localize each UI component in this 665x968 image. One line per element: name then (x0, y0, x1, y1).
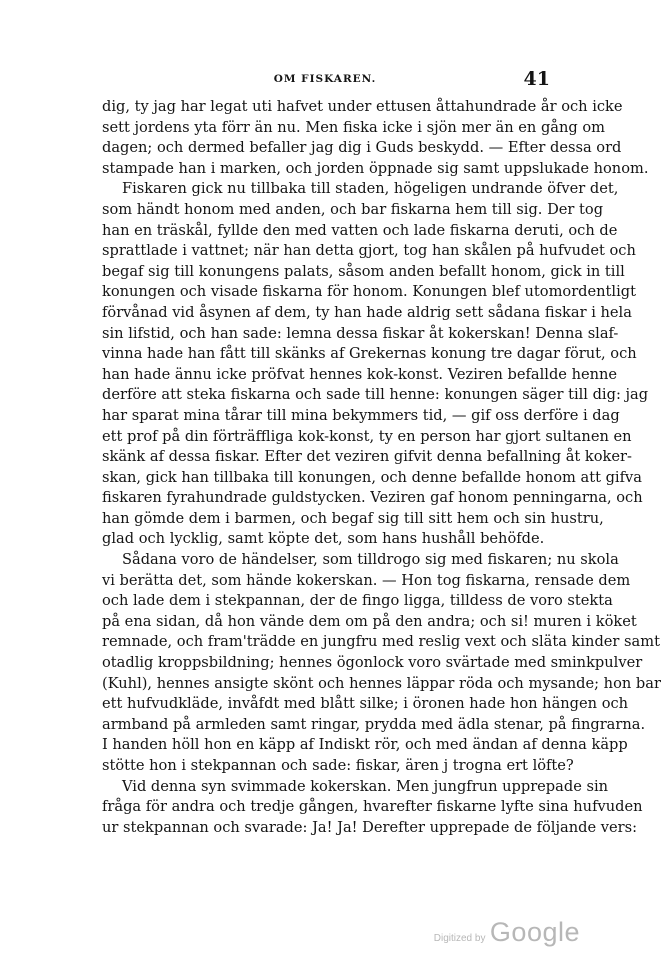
text-line: begaf sig till konungens palats, såsom anden befallt honom, gick in till (102, 262, 625, 280)
text-line: (Kuhl), hennes ansigte skönt och hennes läppar röda och mysande; hon bar (102, 674, 661, 692)
page-number: 41 (523, 68, 550, 90)
text-line: remnade, och fram'trädde en jungfru med reslig vext och släta kinder samt (102, 633, 660, 651)
text-line: otadlig kroppsbildning; hennes ögonlock voro svärtade med sminkpulver (102, 654, 643, 672)
text-line: förvånad vid åsynen af dem, ty han hade aldrig sett sådana fiskar i hela (102, 303, 632, 321)
page-header (100, 70, 550, 92)
text-line: vi berätta det, som hände kokerskan. — Hon tog fiskarna, rensade dem (102, 571, 631, 589)
text-line: sett jordens yta förr än nu. Men fiska icke i sjön mer än en gång om (102, 118, 606, 136)
text-line: ett hufvudkläde, invåfdt med blått silke; i öronen hade hon hängen och (102, 695, 629, 713)
text-line: vinna hade han fått till skänks af Grekernas konung tre dagar förut, och (102, 345, 637, 363)
text-line: skan, gick han tillbaka till konungen, och denne befallde honom att gifva (102, 468, 642, 486)
digitized-by-label: Digitized by (433, 933, 486, 944)
text-line: han en träskål, fyllde den med vatten och lade fiskarna deruti, och de (102, 221, 618, 239)
text-line: fiskaren fyrahundrade guldstycken. Veziren gaf honom penningarna, och (102, 489, 643, 507)
text-line: skänk af dessa fiskar. Efter det veziren gifvit denna befallning åt koker- (102, 448, 632, 466)
text-line: glad och lycklig, samt köpte det, som hans hushåll behöfde. (102, 530, 545, 548)
text-line: han hade ännu icke pröfvat hennes kok-konst. Veziren befallde henne (102, 365, 618, 383)
text-line: ett prof på din förträffliga kok-konst, ty en person har gjort sultanen en (102, 427, 632, 445)
text-line: sin lifstid, och han sade: lemna dessa fiskar åt kokerskan! Denna slaf- (102, 324, 619, 342)
text-line: dagen; och dermed befaller jag dig i Guds beskydd. — Efter dessa ord (102, 139, 622, 157)
text-line: fråga för andra och tredje gången, hvarefter fiskarne lyfte sina hufvuden (102, 798, 643, 816)
body-text (102, 97, 661, 838)
text-line: stampade han i marken, och jorden öppnade sig samt uppslukade honom. (102, 159, 649, 177)
text-line: på ena sidan, då hon vände dem om på den andra; och si! muren i köket (102, 612, 637, 630)
google-logo: Google (489, 917, 580, 947)
text-line: har sparat mina tårar till mina bekymmers tid, — gif oss derföre i dag (102, 406, 620, 424)
text-line: sprattlade i vattnet; när han detta gjort, tog han skålen på hufvudet och (102, 242, 636, 260)
text-line: I handen höll hon en käpp af Indiskt rör, och med ändan af denna käpp (102, 736, 628, 754)
text-line: som händt honom med anden, och bar fiskarna hem till sig. Der tog (102, 200, 604, 218)
text-line: Sådana voro de händelser, som tilldrogo sig med fiskaren; nu skola (122, 551, 619, 569)
running-head: OM FISKAREN. (273, 73, 377, 85)
google-watermark (434, 917, 580, 948)
text-line: stötte hon i stekpannan och sade: fiskar, ären j trogna ert löfte? (102, 757, 574, 774)
text-line: konungen och visade fiskarna för honom. Konungen blef utomordentligt (102, 283, 636, 301)
text-line: armband på armleden samt ringar, prydda med ädla stenar, på fingrarna. (102, 715, 646, 733)
text-line: derföre att steka fiskarna och sade till henne: konungen säger till dig: jag (102, 386, 649, 404)
text-line: Fiskaren gick nu tillbaka till staden, högeligen undrande öfver det, (122, 180, 619, 198)
text-line: Vid denna syn svimmade kokerskan. Men jungfrun upprepade sin (122, 777, 609, 795)
text-line: dig, ty jag har legat uti hafvet under ettusen åttahundrade år och icke (102, 98, 623, 115)
text-line: ur stekpannan och svarade: Ja! Ja! Derefter upprepade de följande vers: (102, 818, 637, 836)
text-line: och lade dem i stekpannan, der de fingo ligga, tilldess de voro stekta (102, 592, 613, 610)
text-line: han gömde dem i barmen, och begaf sig till sitt hem och sin hustru, (102, 509, 604, 527)
